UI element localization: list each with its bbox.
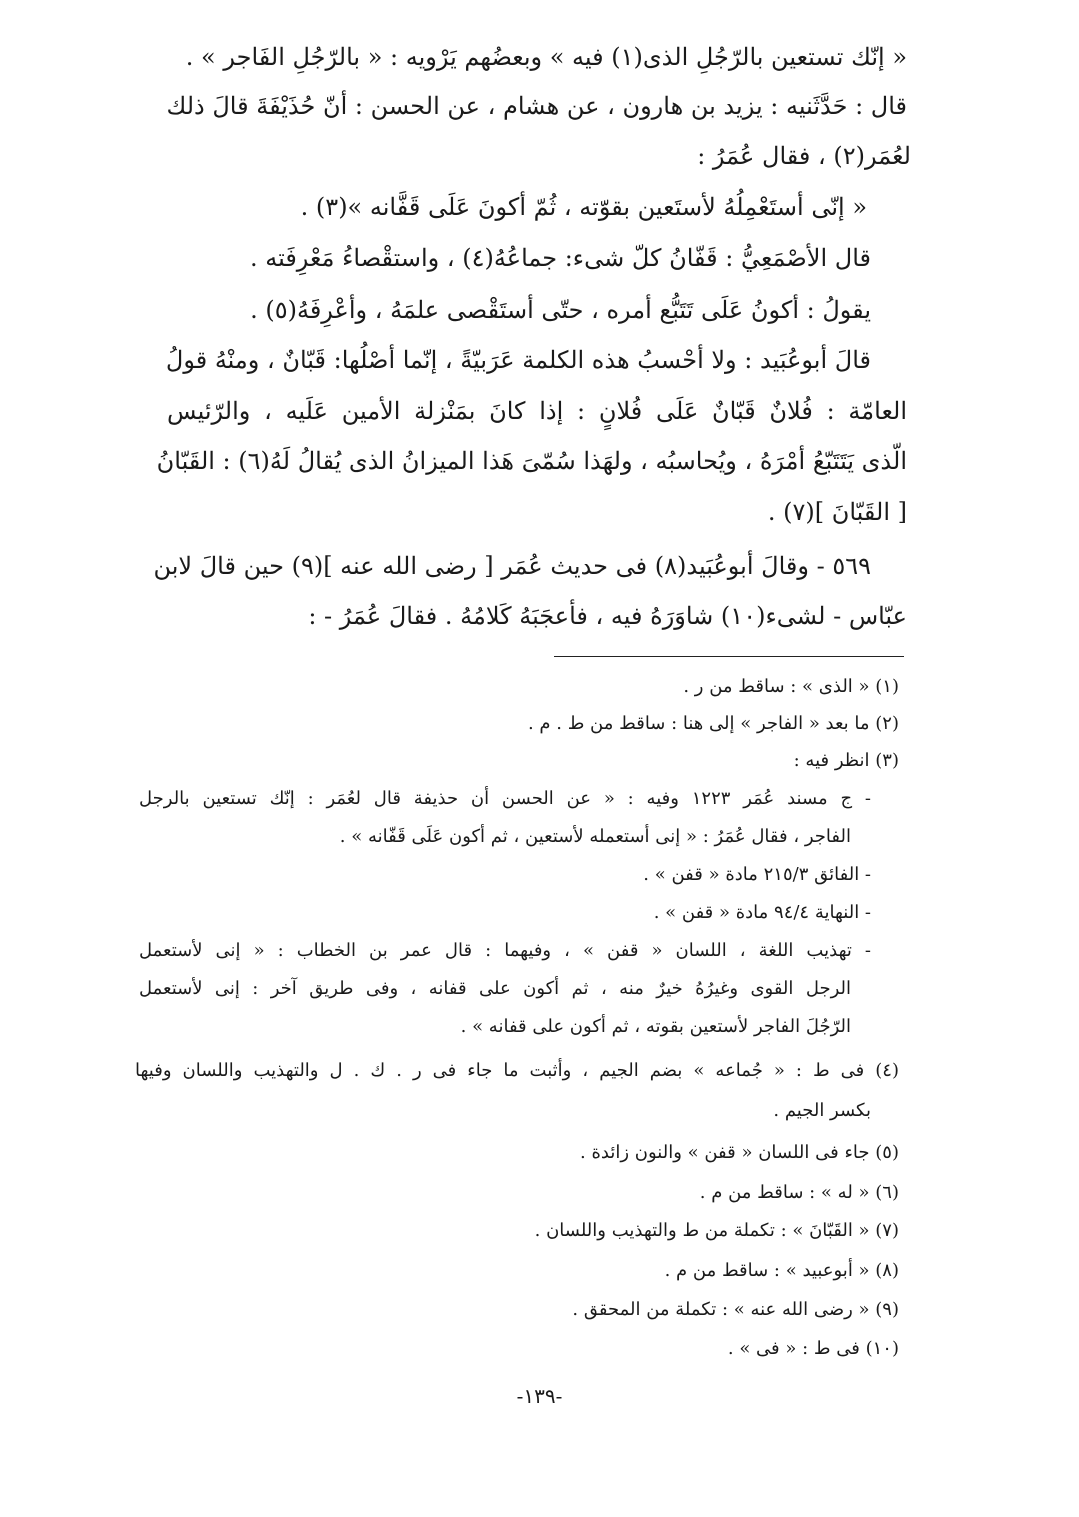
footnote-7: (٧) « القَبّانَ » : تكملة من ط والتهذيب واللسان . <box>534 1220 899 1241</box>
body-line-7: قالَ أبوعُبَيد : ولا أحْسبُ هذه الكلمة عَرَبيّةً ، إنّما أصْلُها: قَبّانٌ ، ومنْهُ قولُ <box>165 346 871 374</box>
footnote-3-ref-4: - تهذيب اللغة ، اللسان « قفن » ، وفيهما : قال عمر بن الخطاب : « إنى لأستعمل <box>139 940 871 961</box>
footnote-3-ref-1: - ج مسند عُمَر ١٢٢٣ وفيه : « عن الحسن أن حذيفة قال لعُمَر : إنّك تستعين بالرجل <box>139 788 871 809</box>
footnote-8: (٨) « أبوعبيد » : ساقط من م . <box>664 1260 899 1281</box>
footnote-2: (٢) ما بعد « الفاجر » إلى هنا : ساقط من ط . م . <box>527 713 899 734</box>
body-line-8: العامّة : فُلانٌ قَبّانٌ عَلَى فُلانٍ : إذا كانَ بمَنْزلة الأمين عَلَيه ، والرّئيس <box>167 397 907 425</box>
footnote-5: (٥) جاء فى اللسان « قفن » والنون زائدة . <box>580 1142 899 1163</box>
body-line-12: عبّاس - لشىء(١٠) شاوَرَهُ فيه ، فأعجَبَهُ كَلامُهُ . فقالَ عُمَرُ - : <box>308 602 907 630</box>
footnote-3: (٣) انظر فيه : <box>793 750 899 771</box>
footnote-10: (١٠) فى ط : « فى » . <box>727 1338 899 1359</box>
body-line-4: « إنّى أستَعْمِلُهُ لأستَعين بقوّته ، ثُمّ أكونَ عَلَى قَفَّانه »(٣) . <box>300 193 867 221</box>
body-line-1: « إنّك تستعين بالرّجُلِ الذى(١) فيه » وبعضُهم يَرْويه : « بالرّجُلِ الفَاجر » . <box>185 43 907 71</box>
footnote-4: (٤) فى ط : « جُماعه » بضم الجيم ، وأثبت ما جاء فى ر . ك . ل والتهذيب واللسان وفيها <box>135 1060 899 1081</box>
footnote-1: (١) « الذى » : ساقط من ر . <box>683 676 899 697</box>
footnote-4-cont: بكسر الجيم . <box>773 1100 871 1121</box>
footnote-3-ref-1-cont: الفاجر ، فقال عُمَرُ : « إنى أستعمله لأستعين ، ثم أكون عَلَى قَفّانه » . <box>339 826 851 847</box>
page-number: -١٣٩- <box>516 1384 563 1408</box>
body-line-10: [ القَبّانَ ](٧) . <box>767 498 907 526</box>
footnote-3-ref-4-cont-1: الرجل القوى وغيرُهُ خيرٌ منه ، ثم أكون على قفانه ، وفى طريق آخر : إنى لأستعمل <box>139 978 851 999</box>
body-line-2: قال : حَدَّثَنيه : يزيد بن هارون ، عن هشام ، عن الحسن : أنّ حُذَيْفَةَ قالَ ذلك <box>166 92 907 120</box>
footnote-9: (٩) « رضى الله عنه » : تكملة من المحقق . <box>572 1299 899 1320</box>
body-line-5: قال الأصْمَعِيُّ : قَفّانُ كلّ شىء: جماعُهُ(٤) ، واستقْصاءُ مَعْرِفَته . <box>249 244 871 272</box>
body-line-9: الّذى يَتَتَبّعُ أمْرَهُ ، ويُحاسبُه ، ولهَذا سُمّىَ هَذا الميزانُ الذى يُقالُ لَهُ(٦) : القَبّانُ <box>156 447 907 475</box>
footnote-separator <box>554 656 904 657</box>
footnote-3-ref-2: - الفائق ٢١٥/٣ مادة « قفن » . <box>643 864 871 885</box>
footnote-3-ref-3: - النهاية ٩٤/٤ مادة « قفن » . <box>653 902 871 923</box>
body-line-6: يقولُ : أكونُ عَلَى تَتَبُّع أمره ، حتّى أستَقْصى علمَهُ ، وأعْرِفَهُ(٥) . <box>250 296 871 324</box>
body-line-3: لعُمَر(٢) ، فقال عُمَرُ : <box>697 142 911 170</box>
footnote-6: (٦) « له » : ساقط من م . <box>699 1182 899 1203</box>
body-line-11: ٥٦٩ - وقالَ أبوعُبَيد(٨) فى حديث عُمَر [ رضى الله عنه ](٩) حين قالَ لابن <box>153 552 871 580</box>
footnote-3-ref-4-cont-2: الرّجُلَ الفاجر لأستعين بقوته ، ثم أكون على قفانه » . <box>460 1016 851 1037</box>
